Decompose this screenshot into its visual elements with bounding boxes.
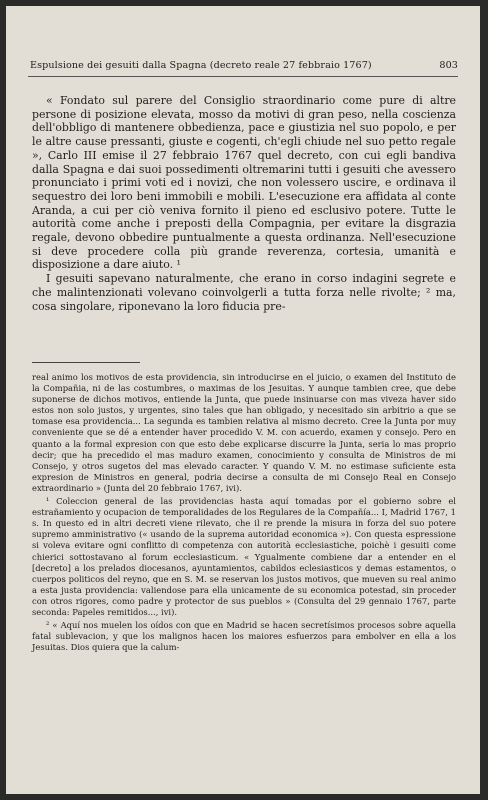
header-rule	[28, 76, 458, 77]
body-paragraph: « Fondato sul parere del Consiglio straordinario come pure di altre persone di posizione elevata, mosso da motivi di gran peso, nella coscienza dell'obbligo di mantenere obbedienza, pace e giustizia nel suo popolo, e per le altre cause pressanti, giuste e cogenti, ch'egli chiude nel suo petto regale », Carlo III emise il 27 febbraio 1767 quel decreto, con cui egli bandiva dalla Spagna e dai suoi possedimenti oltremarini tutti i gesuiti che avessero pronunciato i primi voti ed i novizi, che non volessero uscire, e ordinava il sequestro dei loro beni immobili e mobili. L'esecuzione era affidata al conte Aranda, a cui per ciò veniva fornito il pieno ed esclusivo potere. Tutte le autorità come anche i preposti della Compagnia, per evitare la disgrazia regale, devono obbedire puntualmente a questa ordinanza. Nell'esecuzione si deve procedere colla più grande reverenza, cortesia, umanità e disposizione a dare aiuto. ¹	[32, 94, 456, 272]
footnote-continuation: real animo los motivos de esta providencia, sin introducirse en el juicio, o examen del Instituto de la Compañia, ni de las costumbres, o maximas de los Jesuitas. Y aunque tambien cree, que debe suponerse de dichos motivos, entiende la Junta, que puede insinuarse con mas viveza haver sido estos non solo justos, y urgentes, sino tales que han obligado, y necesitado sin arbitrio a que se tomase esa providencia... La segunda es tambien relativa al mismo decreto. Cree la Junta por muy conveniente que se dé a entender haver procedido V. M. con acuerdo, examen y consejo. Pero en quanto a la formal expresion con que esto debe explicarse discurre la Junta, seria lo mas proprio decir; que ha precedido el mas maduro examen, conocimiento y consulta de Ministros de mi Consejo, y otros sugetos del mas elevado caracter. Y quando V. M. no estimase suficiente esta expresion de Ministros en general, podria decirse a consulta de mi Consejo Real en Consejo extraordinario » (Junta del 20 febbraio 1767, ivi).	[32, 372, 456, 493]
main-text	[32, 94, 456, 313]
running-header	[30, 60, 458, 71]
footnote-2: ² « Aquí nos muelen los oídos con que en Madrid se hacen secretísimos procesos sobre aquella fatal sublevacion, y que los malignos hacen los maiores esfuerzos para embolver en ella a los Jesuitas. Dios quiera que la calum-	[32, 620, 456, 653]
page-number: 803	[439, 60, 458, 71]
footnote-rule	[32, 362, 140, 363]
book-page	[6, 6, 480, 794]
footnotes	[32, 372, 456, 653]
footnote-1: ¹ Coleccion general de las providencias hasta aquí tomadas por el gobierno sobre el estrañamiento y ocupacion de temporalidades de los Regulares de la Compañía... I, Madrid 1767, 1 s. In questo ed in altri decreti viene rilevato, che il re prende la misura in forza del suo potere supremo amministrativo (« usando de la suprema autoridad economica »). Con questa espressione si voleva evitare ogni conflitto di competenza con autorità ecclesiastiche, poichè i gesuiti come chierici sottostavano al forum ecclesiasticum. « Ygualmente combiene dar a entender en el [decreto] a los prelados diocesanos, ayuntamientos, cabildos eclesiasticos y demas estamentos, o cuerpos politicos del reyno, que en S. M. se reservan los justos motivos, que mueven su real animo a esta justa providencia: valiendose para ella unicamente de su economica potestad, sin proceder con otros rigores, como padre y protector de sus pueblos » (Consulta del 29 gennaio 1767, parte seconda: Papeles remitidos..., ivi).	[32, 496, 456, 617]
body-paragraph: I gesuiti sapevano naturalmente, che erano in corso indagini segrete e che malintenzionati volevano coinvolgerli a tutta forza nelle rivolte; ² ma, cosa singolare, riponevano la loro fiducia pre-	[32, 272, 456, 313]
running-title: Espulsione dei gesuiti dalla Spagna (decreto reale 27 febbraio 1767)	[30, 60, 372, 71]
